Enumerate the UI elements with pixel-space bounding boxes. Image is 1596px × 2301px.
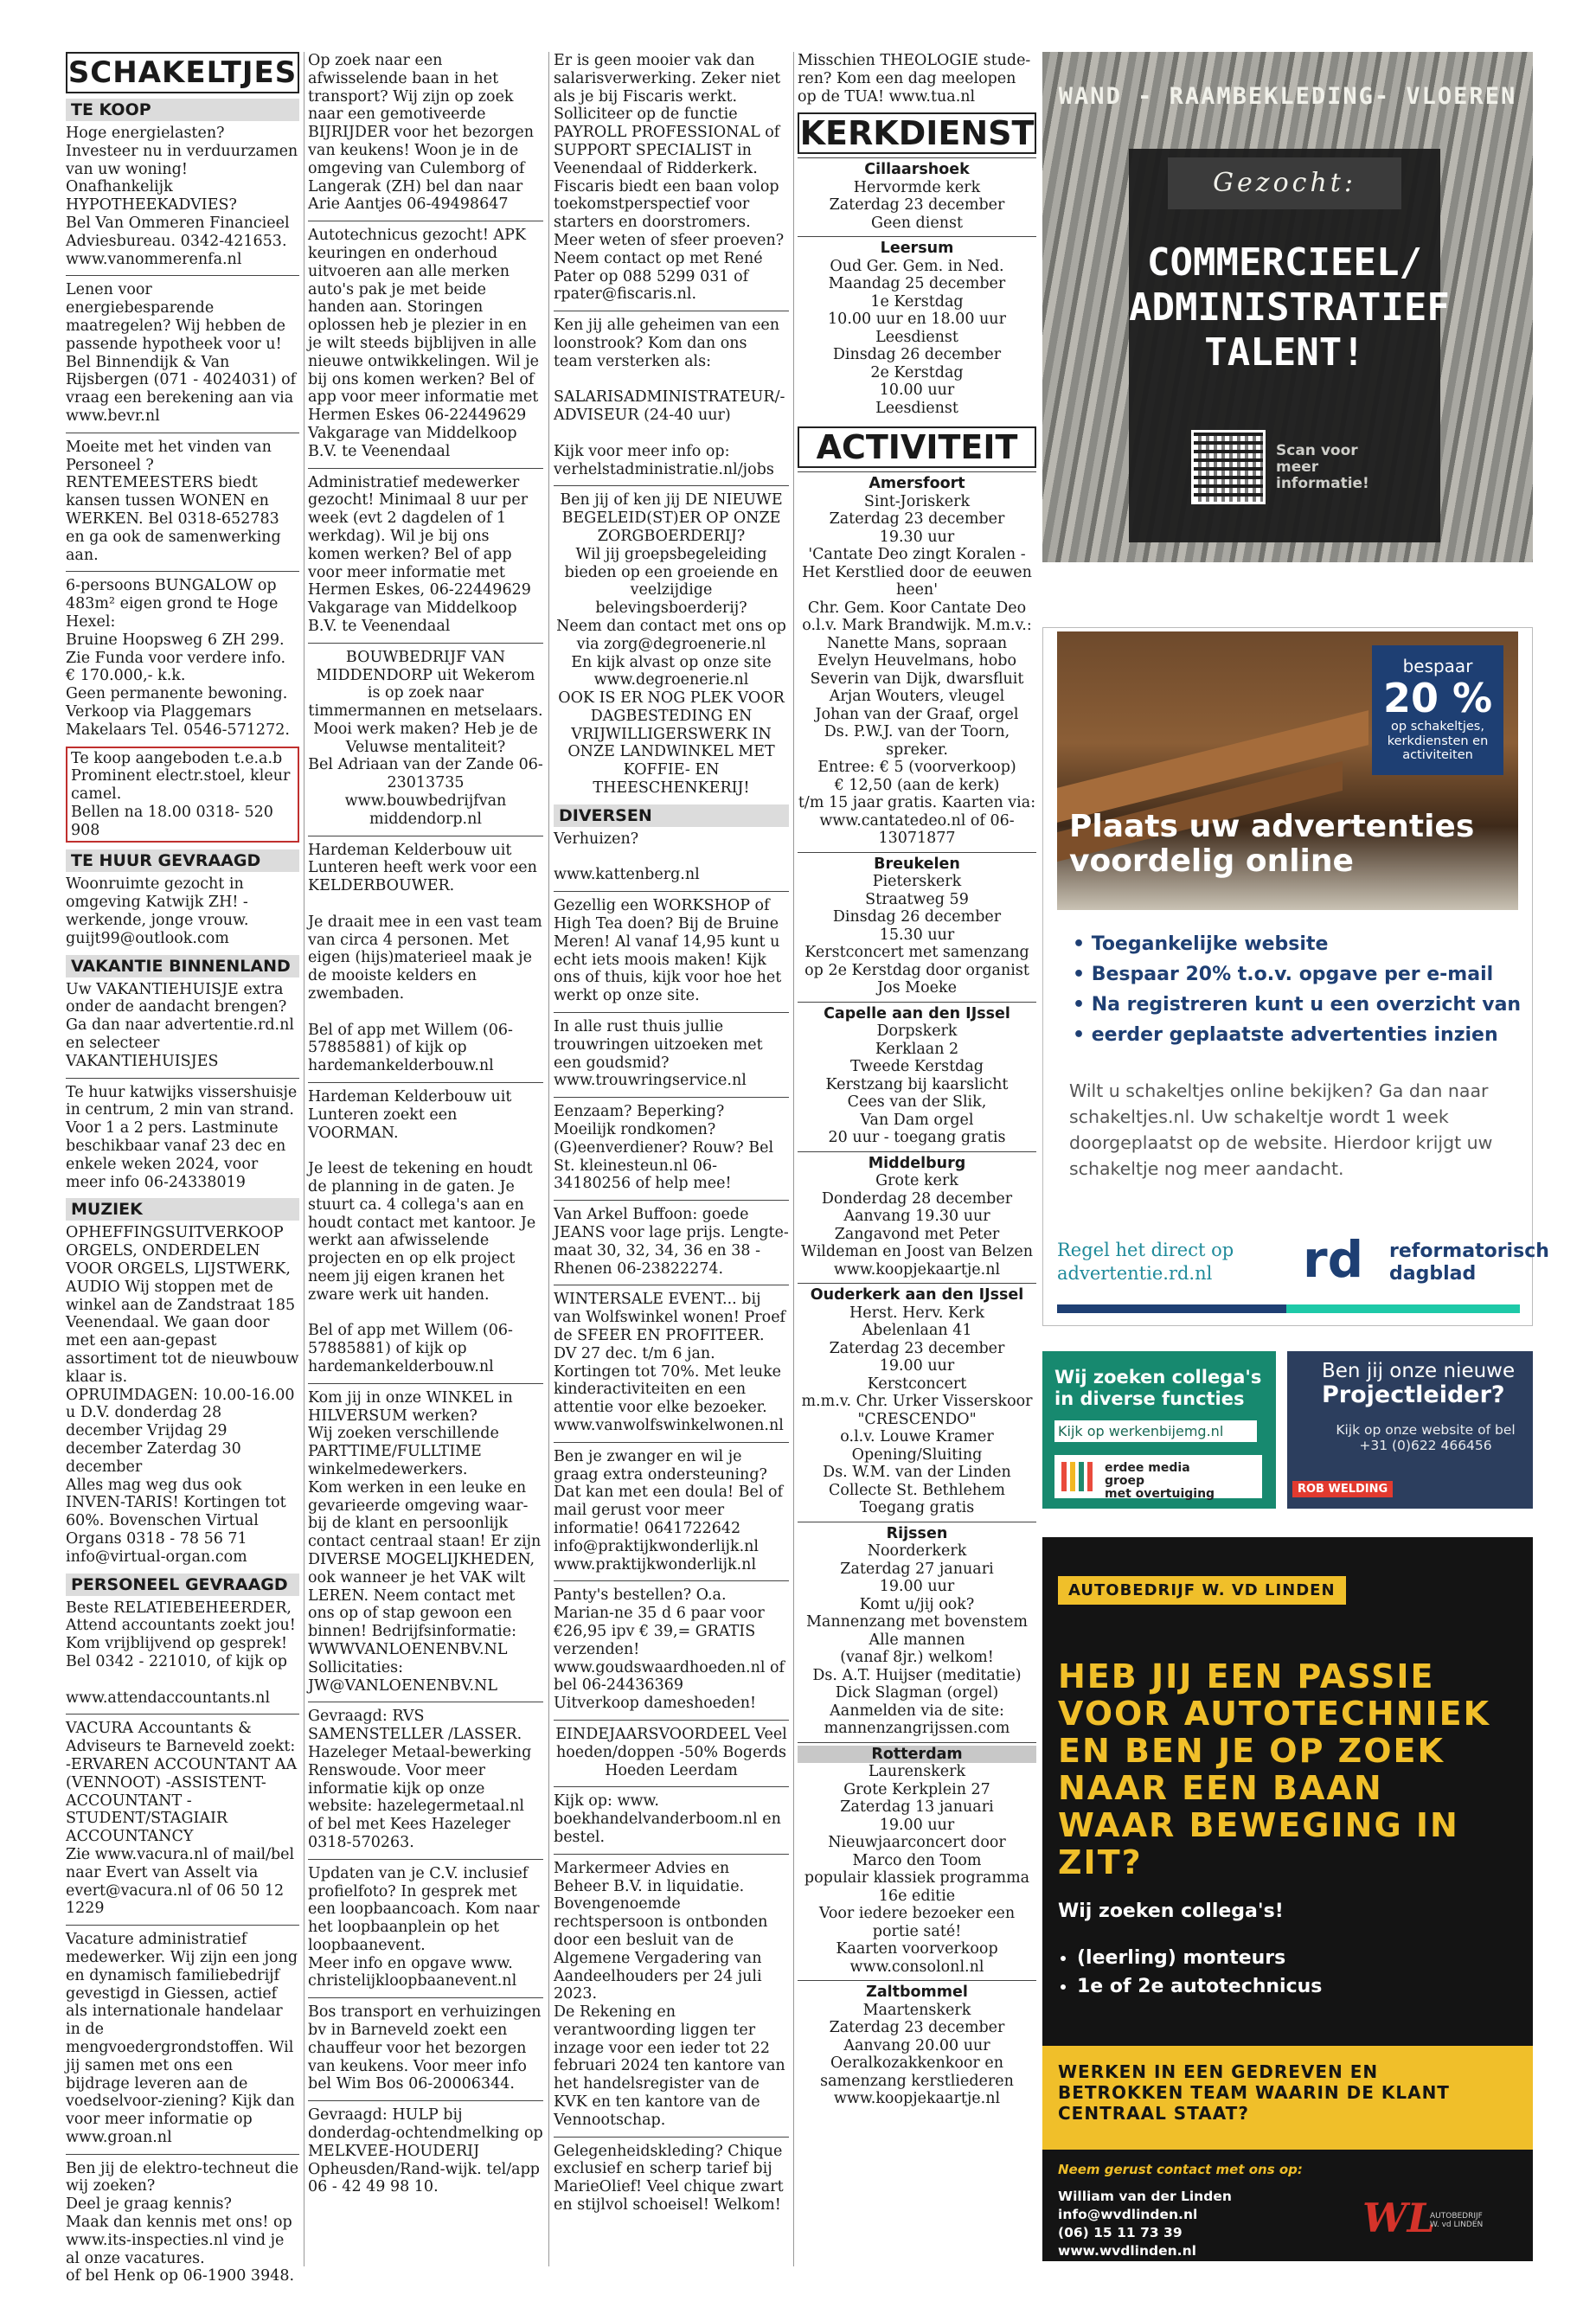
classified-ad: Te huur katwijks vissershuisje in centrum, 2 min van strand. Voor 1 a 2 pers. Lastminute beschikbaar vanaf 23 dec en enkele weken 2024, voor meer info 06-24338019 [66, 1078, 299, 1192]
rd-bullet: • Toegankelijke website [1073, 929, 1521, 959]
erdee-ad[interactable] [1042, 1351, 1276, 1509]
classified-ad: Lenen voor energiebesparende maatregelen? Wij hebben de passende hypotheek voor u! Bel Binnendijk & Van Rijsbergen (071 - 4024031) of vraag een berekening aan via www.bevr.nl [66, 275, 299, 425]
column-3 [554, 52, 789, 2266]
qr-code-icon[interactable] [1194, 433, 1263, 502]
classified-ad: Uw VAKANTIEHUISJE extra onder de aandacht brengen? Ga dan naar advertentie.rd.nl en selecteer VAKANTIEHUISJES [66, 980, 294, 1070]
service-town: Zaltbommel [866, 1984, 968, 2002]
rd-bullet: • eerder geplaatste advertenties inzien [1073, 1020, 1521, 1050]
classified-ad: Gezellig een WORKSHOP of High Tea doen? Bij de Bruine Meren! Al vanaf 14,95 kunt u echt iets moois maken! Kijk ons of thuis, kijk voor hoe het werkt op onze site. [554, 891, 789, 1005]
column-2 [308, 52, 543, 2266]
classified-ad: Eenzaam? Beperking? Moeilijk rondkomen? (G)eenverdiener? Rouw? Bel St. kleinesteun.nl 06-34180256 of help mee! [554, 1097, 789, 1193]
classified-ad: Op zoek naar een afwisselende baan in het transport? Wij zijn op zoek naar een gemotiveerde BIJRIJDER voor het bezorgen van keukens! Woon je in de omgeving van Culemborg of Langerak (ZH) bel dan naar Arie Aantjes 06-49498647 [308, 52, 535, 214]
rd-paragraph: Wilt u schakeltjes online bekijken? Ga dan naar schakeltjes.nl. Uw schakeltje wordt 1 week doorgeplaatst op de website. Hierdoor krijgt uw schakeltje nog meer aandacht. [1069, 1080, 1493, 1179]
rd-logo-text: reformatorisch dagblad [1389, 1240, 1549, 1285]
woondecor-url[interactable]: WOONDECORGOUDA.NL [1169, 571, 1401, 597]
section-te-huur: TE HUUR GEVRAAGD [66, 849, 299, 872]
linden-logo-mark: WL [1362, 2195, 1436, 2241]
service-details: Dorpskerk Kerklaan 2 Tweede Kerstdag Kerstzang bij kaarslicht Cees van der Slik, Van Dam orgel 20 uur - toegang gratis [825, 1022, 1009, 1147]
service-town: Leersum [880, 240, 954, 258]
service-entry [798, 157, 1036, 236]
rob-logo: ROB WELDING [1292, 1481, 1393, 1497]
section-activiteit: ACTIVITEIT [798, 426, 1036, 468]
erdee-link[interactable]: Kijk op werkenbijemg.nl [1054, 1420, 1257, 1442]
service-details: Sint-Joriskerk Zaterdag 23 december 19.30 uur 'Cantate Deo zingt Koralen - Het Kerstlied door de eeuwen heen' Chr. Gem. Koor Cantate Deo o.l.v. Mark Brandwijk. M.m.v.: Nanette Mans, sopraan Evelyn Heuvelmans, hobo Severin van Dijk, dwarsfluit Arjan Wouters, vleugel Johan van der Graaf, orgel Ds. P.W.J. van der Toorn, spreker. Entree: € 5 (voorverkoop) € 12,50 (aan de kerk) t/m 15 jaar gratis. Kaarten via: www.cantatedeo.nl of 06-13071877 [798, 492, 1036, 848]
service-town: Breukelen [874, 855, 960, 873]
classified-ad: Administratief medewerker gezocht! Minimaal 8 uur per week (evt 2 dagdelen of 1 werkdag). Wil je bij ons komen werken? Bel of app voor meer informatie met Hermen Eskes, 06-22449629 Vakgarage van Middelkoop B.V. te Veenendaal [308, 468, 543, 636]
classified-ad: Kijk op: www. boekhandelvanderboom.nl en bestel. [554, 1786, 789, 1846]
rob-sub: Kijk op onze website of bel +31 (0)622 466456 [1336, 1422, 1516, 1453]
section-masthead: SCHAKELTJES [66, 52, 299, 93]
classified-ad: BOUWBEDRIJF VAN MIDDENDORP uit Wekerom is op zoek naar timmermannen en metselaars. Mooi werk maken? Heb je de Veluwse mentaliteit? Bel Adriaan van der Zande 06-23013735 www.bouwbedrijfvan middendorp.nl [308, 643, 543, 829]
erdee-logo [1054, 1455, 1262, 1501]
column-4 [798, 52, 1036, 2266]
service-details: Maartenskerk Zaterdag 23 december Aanvang 20.00 uur Oeralkozakkenkoor en samenzang kerstliederen www.koopjekaartje.nl [820, 2001, 1014, 2108]
service-town: Capelle aan den IJssel [824, 1004, 1010, 1022]
classified-ad: Gevraagd: RVS SAMENSTELLER /LASSER. Hazeleger Metaal-bewerking Renswoude. Voor meer informatie kijk op onze website: hazelegermetaal.nl of bel met Kees Hazeleger 0318-570263. [308, 1702, 543, 1851]
rd-bullets [1055, 929, 1521, 1050]
service-town: Rotterdam [798, 1746, 1036, 1764]
rd-logo: rd [1303, 1230, 1364, 1289]
stripe [1057, 1304, 1286, 1313]
rd-bullet: • Bespaar 20% t.o.v. opgave per e-mail [1073, 959, 1521, 990]
service-entry [798, 1980, 1036, 2112]
classified-ad: Markermeer Advies en Beheer B.V. in liquidatie. Bovengenoemde rechtspersoon is ontbonden door een besluit van de Algemene Vergadering van Aandeelhouders per 24 juli 2023. De Rekening en verantwoording liggen ter inzage voor een ieder tot 22 februari 2024 ten kantore van het handelsregister van de KVK en ten kantore van de Vennootschap. [554, 1854, 789, 2130]
service-town: Ouderkerk aan den IJssel [810, 1286, 1024, 1304]
service-entry [798, 1742, 1036, 1981]
classified-ad: Ben je zwanger en wil je graag extra ondersteuning? Dat kan met een doula! Bel of mail gerust voor meer informatie! 0641722642 info@praktijkwonderlijk.nl www.praktijkwonderlijk.nl [554, 1442, 789, 1574]
woondecor-headline: COMMERCIEEL/ ADMINISTRATIEF TALENT! [1129, 240, 1450, 375]
classified-ad: Hardeman Kelderbouw uit Lunteren zoekt een VOORMAN. Je leest de tekening en houdt de planning in de gaten. Je stuurt ca. 4 collega's aan en houdt contact met kantoor. Je werkt aan afwisselende projecten en op elk project neem jij eigen kranen het zware werk uit handen. Bel of app met Willem (06-57885881) of kijk op hardemankelderbouw.nl [308, 1082, 543, 1376]
classified-ad: Hoge energielasten? Investeer nu in verduurzamen van uw woning! Onafhankelijk HYPOTHEEKADVIES? Bel Van Ommeren Financieel Adviesbureau. 0342-421653. www.vanommerenfa.nl [66, 125, 298, 268]
service-details: Hervormde kerk Zaterdag 23 december Geen dienst [829, 178, 1005, 232]
woondecor-top-line: WAND - RAAMBEKLEDING- VLOEREN [1058, 83, 1517, 110]
classified-ad: Verhuizen? www.kattenberg.nl [554, 830, 700, 884]
linden-neem: Neem gerust contact met ons op: [1058, 2162, 1303, 2177]
rd-bullet: • Na registreren kunt u een overzicht van [1073, 990, 1521, 1020]
classified-ad: Hardeman Kelderbouw uit Lunteren heeft werk voor een KELDERBOUWER. Je draait mee in een vast team van circa 4 personen. Met eigen (hijs)materieel maak je de mooiste kelders en zwembaden. Bel of app met Willem (06-57885881) of kijk op hardemankelderbouw.nl [308, 836, 543, 1075]
classified-ad: Ken jij alle geheimen van een loonstrook? Kom dan ons team versterken als: SALARISADMINISTRATEUR/-ADVISEUR (24-40 uur) Kijk voor meer info op: verhelstadministratie.nl/jobs [554, 311, 789, 478]
classified-ad: Gelegenheidskleding? Chique exclusief en scherp tarief bij MarieOlief! Veel chique zwart en stijlvol schoeisel! Welkom! [554, 2137, 789, 2214]
linden-zoek: Wij zoeken collega's! [1058, 1900, 1284, 1922]
linden-band [1042, 2046, 1533, 2150]
linden-ad[interactable] [1042, 1537, 1533, 2261]
linden-label: AUTOBEDRIJF W. VD LINDEN [1058, 1576, 1346, 1605]
service-entry [798, 236, 1036, 421]
classified-ad: WINTERSALE EVENT... bij van Wolfswinkel wonen! Proef de SFEER EN PROFITEER. DV 27 dec. t/m 6 jan. Kortingen tot 70%. Met leuke kinderactiviteiten en een attentie voor elke bezoeker. www.vanwolfswinkelwonen.nl [554, 1285, 789, 1434]
service-town: Rijssen [886, 1524, 948, 1542]
activiteit-list [798, 471, 1036, 2112]
classified-ad: Autotechnicus gezocht! APK keuringen en onderhoud uitvoeren aan alle merken auto's pak je met beide handen aan. Storingen oplossen heb je plezier in en je wilt steeds bijblijven in alle nieuwe ontwikkelingen. Wil je bij ons komen werken? Bel of app voor meer informatie met Hermen Eskes 06-22449629 Vakgarage van Middelkoop B.V. te Veenendaal [308, 221, 543, 460]
service-entry [798, 1151, 1036, 1284]
service-details: Pieterskerk Straatweg 59 Dinsdag 26 december 15.30 uur Kerstconcert met samenzang op 2e Kerstdag door organist Jos Moeke [804, 873, 1029, 997]
woondecor-ad[interactable] [1042, 52, 1533, 597]
classified-ad: Updaten van je C.V. inclusief profielfoto? In gesprek met een loopbaancoach. Kom naar het loopbaanplein op het loopbaanevent. Meer info en opgave www. christelijkloopbaanevent.nl [308, 1859, 543, 1991]
classified-ad: Woonruimte gezocht in omgeving Katwijk ZH! - werkende, jonge vrouw. guijt99@outlook.com [66, 875, 249, 947]
rd-online-ad[interactable] [1042, 627, 1549, 1326]
linden-logo [1362, 2195, 1484, 2247]
linden-item: • 1e of 2e autotechnicus [1077, 1972, 1322, 2001]
classified-ad: Van Arkel Buffoon: goede JEANS voor lage prijs. Lengte-maat 30, 32, 34, 36 en 38 - Rhenen 06-23822274. [554, 1200, 789, 1278]
column-divider [548, 52, 549, 2266]
service-details: Grote kerk Donderdag 28 december Aanvang 19.30 uur Zangavond met Peter Wildeman en Joost van Belzen www.koopjekaartje.nl [801, 1172, 1033, 1279]
rob-question [1322, 1360, 1529, 1408]
badge-percentage: 20 % [1382, 675, 1493, 721]
classified-ad: 6-persoons BUNGALOW op 483m² eigen grond te Hoge Hexel: Bruine Hoopsweg 6 ZH 299. Zie Funda voor verdere info. € 170.000,- k.k. Geen permanente bewoning. Verkoop via Plaggemars Makelaars Tel. 0546-571272. [66, 571, 299, 739]
woondecor-scan-text: Scan voor meer informatie! [1276, 442, 1369, 492]
rd-cta-link[interactable]: Regel het direct op advertentie.rd.nl [1057, 1240, 1234, 1284]
rob-welding-ad[interactable] [1287, 1351, 1533, 1509]
kerkdienst-list [798, 157, 1036, 421]
section-diversen: DIVERSEN [554, 804, 789, 827]
classified-ad: OPHEFFINGSUITVERKOOP ORGELS, ONDERDELEN VOOR ORGELS, LIJSTWERK, AUDIO Wij stoppen met de winkel aan de Zandstraat 185 Veenendaal. We gaan door met een aan-gepast assortiment tot de nieuwbouw klaar is. OPRUIMDAGEN: 10.00-16.00 u D.V. donderdag 28 december Vrijdag 29 december Zaterdag 30 december Alles mag weg dus ook INVEN-TARIS! Kortingen tot 60%. Bovenschen Virtual Organs 0318 - 78 56 71 info@virtual-organ.com [66, 1224, 299, 1566]
classified-ad: Bos transport en verhuizingen bv in Barneveld zoekt een chauffeur voor het bezorgen van keukens. Voor meer info bel Wim Bos 06-20006344. [308, 1997, 543, 2093]
erdee-logo-text: erdee media groep met overtuiging [1105, 1461, 1215, 1501]
service-details: Herst. Herv. Kerk Abelenlaan 41 Zaterdag 23 december 19.00 uur Kerstconcert m.m.v. Chr. Urker Visserskoor "CRESCENDO" o.l.v. Louwe Kramer Opening/Sluiting Ds. W.M. van der Linden Collecte St. Bethlehem Toegang gratis [801, 1304, 1033, 1517]
section-muziek: MUZIEK [66, 1198, 299, 1221]
linden-item: • (leerling) monteurs [1077, 1944, 1322, 1972]
column-1 [66, 52, 299, 2285]
column-divider [793, 52, 794, 2266]
service-entry [798, 852, 1036, 1002]
classified-ad: Misschien THEOLOGIE stude-ren? Kom een dag meelopen op de TUA! www.tua.nl [798, 52, 1031, 106]
classified-ad: Beste RELATIEBEHEERDER, Attend accountants zoekt jou! Kom vrijblijvend op gesprek! Bel 0342 - 221010, of kijk op www.attendaccountants.nl [66, 1599, 296, 1707]
classified-ad: Kom jij in onze WINKEL in HILVERSUM werken? Wij zoeken verschillende PARTTIME/FULLTIME winkelmedewerkers. Kom werken in een leuke en gevarieerde omgeving waar-bij de klant en persoonlijk contact centraal staan! Er zijn DIVERSE MOGELIJKHEDEN, ook wanneer je het VAK wilt LEREN. Neem contact met ons op of stap gewoon een binnen! Bedrijfsinformatie: WWWVANLOENENBV.NL Sollicitaties: JW@VANLOENENBV.NL [308, 1383, 543, 1695]
classified-ad: EINDEJAARSVOORDEEL Veel hoeden/doppen -50% Bogerds Hoeden Leerdam [554, 1720, 789, 1779]
service-details: Noorderkerk Zaterdag 27 januari 19.00 uur Komt u/jij ook? Mannenzang met bovenstem Alle mannen (vanaf 8jr.) welkom! Ds. A.T. Huijser (meditatie) Dick Slagman (orgel) Aanmelden via de site: mannenzangrijssen.com [806, 1542, 1028, 1738]
classified-ad: VACURA Accountants & Adviseurs te Barneveld zoekt: -ERVAREN ACCOUNTANT AA (VENNOOT) -ASSISTENT-ACCOUNTANT -STUDENT/STAGIAIR ACCOUNTANCY Zie www.vacura.nl of mail/bel naar Evert van Asselt via evert@vacura.nl of 06 50 12 1229 [66, 1714, 299, 1918]
linden-headline: HEB JIJ EEN PASSIE VOOR AUTOTECHNIEK EN BEN JE OP ZOEK NAAR EEN BAAN WAAR BEWEGING IN ZIT? [1058, 1657, 1491, 1881]
classified-ad: In alle rust thuis jullie trouwringen uitzoeken met een goudsmid? www.trouwringservice.nl [554, 1012, 789, 1090]
classified-ad: Gevraagd: HULP bij donderdag-ochtendmelking op MELKVEE-HOUDERIJ Opheusden/Rand-wijk. tel/app 06 - 42 49 98 10. [308, 2100, 543, 2196]
erdee-bars-icon [1061, 1462, 1096, 1491]
classified-ad: Ben jij of ken jij DE NIEUWE BEGELEID(ST)ER OP ONZE ZORGBOERDERIJ? Wil jij groepsbegeleiding bieden op een groeiende en veelzijdige belevingsboerderij? Neem dan contact met ons op via zorg@degroenerie.nl En kijk alvast op onze site www.degroenerie.nl OOK IS ER NOG PLEK VOOR DAGBESTEDING EN VRIJWILLIGERSWERK IN ONZE LANDWINKEL MET KOFFIE- EN THEESCHENKERIJ! [554, 485, 789, 798]
discount-badge [1372, 645, 1503, 775]
rob-q1: Ben jij onze nieuwe [1322, 1360, 1516, 1382]
section-te-koop: TE KOOP [66, 99, 299, 121]
classified-ad: Moeite met het vinden van Personeel ? RENTEMEESTERS biedt kansen tussen WONEN en WERKEN. Bel 0318-652783 en ga ook de samenwerking aan. [66, 433, 299, 565]
service-entry [798, 471, 1036, 852]
badge-top: bespaar [1402, 656, 1473, 676]
linden-contact[interactable]: William van der Linden info@wvdlinden.nl (06) 15 11 73 39 www.wvdlinden.nl [1058, 2189, 1232, 2259]
stripe [1286, 1304, 1520, 1313]
classified-ad: Er is geen mooier vak dan salarisverwerking. Zeker niet als je bij Fiscaris werkt. Solliciteer op de functie PAYROLL PROFESSIONAL of SUPPORT SPECIALIST in Veenendaal of Ridderkerk. Fiscaris biedt een baan volop toekomstperspectief voor starters en doorstromers. Meer weten of sfeer proeven? Neem contact op met René Pater op 088 5299 031 of rpater@fiscaris.nl. [554, 52, 785, 304]
linden-band-text: WERKEN IN EEN GEDREVEN EN BETROKKEN TEAM WAARIN DE KLANT CENTRAAL STAAT? [1058, 2061, 1450, 2124]
badge-sub: op schakeltjes, kerkdiensten en activiteiten [1387, 720, 1489, 762]
service-entry [798, 1002, 1036, 1151]
classified-ad: Ben jij de elektro-techneut die wij zoeken? Deel je graag kennis? Maak dan kennis met ons! op www.its-inspecties.nl vind je al onze vacatures. of bel Henk op 06-1900 3948. [66, 2154, 299, 2286]
service-details: Oud Ger. Gem. in Ned. Maandag 25 december 1e Kerstdag 10.00 uur en 18.00 uur Leesdienst Dinsdag 26 december 2e Kerstdag 10.00 uur Leesdienst [828, 257, 1006, 417]
section-personeel: PERSONEEL GEVRAAGD [66, 1574, 299, 1596]
classified-ad: Panty's bestellen? O.a. Marian-ne 35 d 6 paar voor €26,95 ipv € 39,= GRATIS verzenden! www.goudswaardhoeden.nl of bel 06-24436369 Uitverkoop dameshoeden! [554, 1580, 789, 1713]
woondecor-tag: Gezocht: [1168, 157, 1401, 209]
rob-q2: Projectleider? [1322, 1381, 1505, 1408]
service-entry [798, 1283, 1036, 1522]
rd-headline: Plaats uw advertenties voordelig online [1069, 809, 1475, 879]
erdee-title: Wij zoeken collega's in diverse functies [1054, 1367, 1262, 1409]
service-town: Amersfoort [869, 475, 965, 493]
service-town: Middelburg [868, 1154, 966, 1172]
service-town: Cillaarshoek [864, 161, 970, 179]
section-kerkdienst: KERKDIENST [798, 112, 1036, 154]
service-details: Laurenskerk Grote Kerkplein 27 Zaterdag 13 januari 19.00 uur Nieuwjaarconcert door Marco den Toom populair klassiek programma 16e editie Voor iedere bezoeker een portie saté! Kaarten voorverkoop www.consolonl.nl [804, 1763, 1030, 1976]
service-entry [798, 1522, 1036, 1742]
linden-logo-sub: AUTOBEDRIJF W. vd LINDEN [1430, 2212, 1484, 2229]
classified-ad-boxed: Te koop aangeboden t.e.a.b Prominent electr.stoel, kleur camel. Bellen na 18.00 0318- 520 908 [66, 747, 299, 843]
section-vakantie: VAKANTIE BINNENLAND [66, 955, 299, 977]
classified-ad: Vacature administratief medewerker. Wij zijn een jong en dynamisch familiebedrijf gevestigd in Giessen, actief als internationale handelaar in de mengvoedergrondstoffen. Wil jij samen met ons een bijdrage leveren aan de voedselvoor-ziening? Kijk dan voor meer informatie op www.groan.nl [66, 1925, 299, 2147]
linden-list [1058, 1944, 1322, 2001]
